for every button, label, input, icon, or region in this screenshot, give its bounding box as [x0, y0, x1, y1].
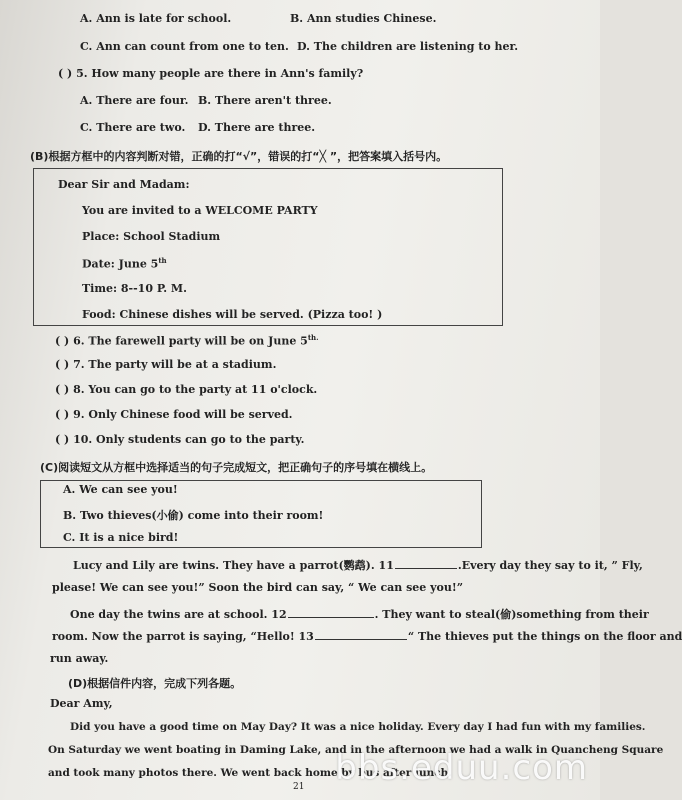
letter-line-1: Did you have a good time on May Day? It was a nice holiday. Every day I had fun with my families.: [70, 721, 646, 733]
invitation-box: [33, 168, 503, 326]
watermark: bbs.eduu.com: [335, 748, 588, 788]
passage-line-1: Lucy and Lily are twins. They have a parrot(鹦鹉). 11 .Every day they say to it, ” Fly,: [73, 559, 643, 572]
question-10: ( ) 10. Only students can go to the party.: [55, 433, 305, 446]
option-c: C. It is a nice bird!: [63, 531, 179, 544]
question-8: ( ) 8. You can go to the party at 11 o'clock.: [55, 383, 318, 396]
passage-line-3: One day the twins are at school. 12 . They want to steal(偷)something from their: [70, 608, 649, 621]
section-b-instruction: (B)根据方框中的内容判断对错，正确的打“√”，错误的打“╳ ”，把答案填入括号内。: [30, 150, 448, 163]
blank-11[interactable]: [395, 558, 457, 569]
passage-line-4: room. Now the parrot is saying, “Hello! 13 “ The thieves put the things on the floor and: [52, 630, 682, 643]
passage-line-5: run away.: [50, 652, 109, 665]
page-number: 21: [293, 782, 305, 792]
option-a: A. We can see you!: [63, 483, 178, 496]
q5-option-a: A. There are four.: [80, 94, 189, 107]
q4-option-d: D. The children are listening to her.: [297, 40, 519, 53]
q5-option-c: C. There are two.: [80, 121, 186, 134]
blank-13[interactable]: [315, 629, 407, 640]
q4-option-a: A. Ann is late for school.: [80, 12, 232, 25]
invitation-date: Date: June 5th: [82, 256, 167, 271]
q5-option-b: B. There aren't three.: [198, 94, 332, 107]
passage-line-2: please! We can see you!” Soon the bird can say, “ We can see you!”: [52, 581, 464, 594]
question-7: ( ) 7. The party will be at a stadium.: [55, 358, 277, 371]
question-6: ( ) 6. The farewell party will be on June $5^{th.}$: [55, 333, 319, 348]
letter-greeting: Dear Amy,: [50, 697, 113, 710]
q4-option-c: C. Ann can count from one to ten.: [80, 40, 289, 53]
q5-question: ( ) 5. How many people are there in Ann's family?: [58, 67, 364, 80]
invitation-time: Time: 8--10 P. M.: [82, 282, 187, 295]
letter-line-2: On Saturday we went boating in Daming Lake, and in the afternoon we had a walk in Quancheng Square: [48, 744, 664, 756]
blank-12[interactable]: [288, 607, 374, 618]
letter-line-3: and took many photos there. We went back home by bus after lunch.: [48, 767, 452, 779]
invitation-text: You are invited to a WELCOME PARTY: [82, 204, 318, 217]
q5-option-d: D. There are three.: [198, 121, 316, 134]
invitation-food: Food: Chinese dishes will be served. (Pizza too! ): [82, 308, 383, 321]
invitation-greeting: Dear Sir and Madam:: [58, 178, 190, 191]
q4-option-b: B. Ann studies Chinese.: [290, 12, 437, 25]
invitation-place: Place: School Stadium: [82, 230, 221, 243]
question-9: ( ) 9. Only Chinese food will be served.: [55, 408, 293, 421]
section-d-instruction: (D)根据信件内容，完成下列各题。: [68, 677, 242, 690]
section-c-instruction: (C)阅读短文从方框中选择适当的句子完成短文，把正确句子的序号填在横线上。: [40, 461, 433, 474]
option-b: B. Two thieves(小偷) come into their room!: [63, 509, 324, 522]
